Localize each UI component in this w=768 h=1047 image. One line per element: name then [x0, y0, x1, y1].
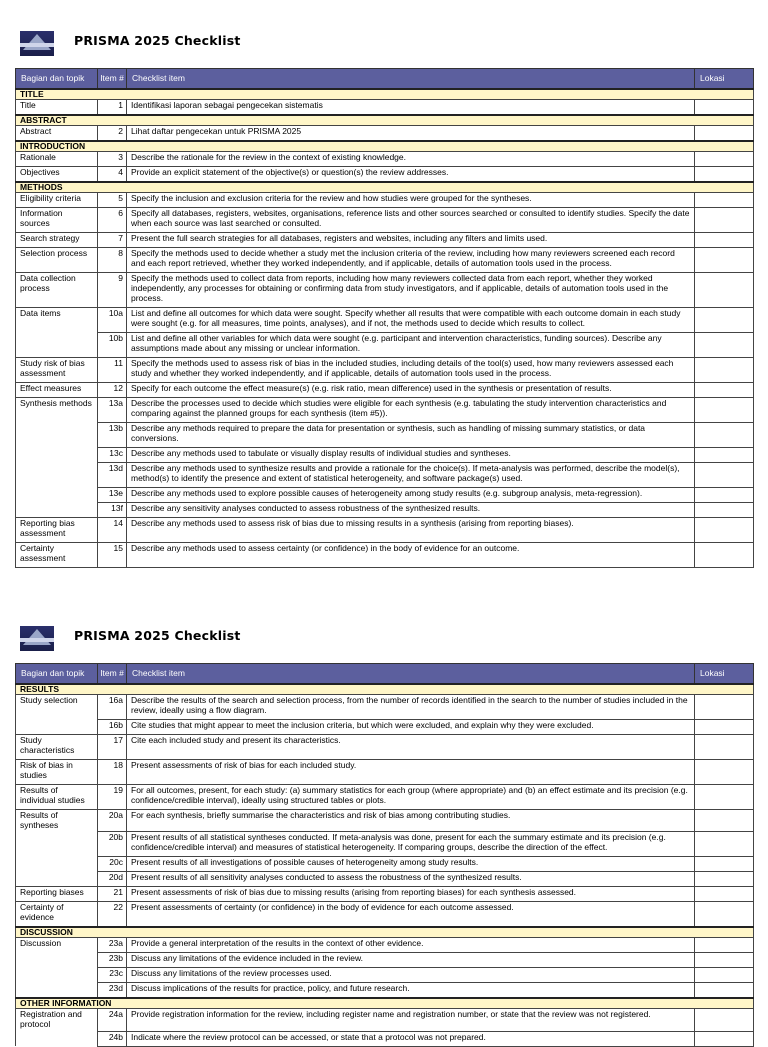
location-cell[interactable] — [695, 543, 754, 568]
table-row — [16, 857, 754, 872]
topic-cell — [16, 872, 98, 887]
checklist-item-cell: Indicate where the review protocol can be accessed, or state that a protocol was not prepared. — [127, 1031, 695, 1046]
table-row — [16, 273, 754, 308]
topic-cell — [16, 983, 98, 999]
table-row — [16, 448, 754, 463]
location-cell[interactable] — [695, 953, 754, 968]
item-number-cell: 13f — [98, 503, 127, 518]
page-title: PRISMA 2025 Checklist — [74, 33, 241, 48]
table-row — [16, 1031, 754, 1046]
item-number-cell: 20a — [98, 810, 127, 832]
checklist-item-cell: Specify for each outcome the effect measure(s) (e.g. risk ratio, mean difference) used in the synthesis or presentation of results. — [127, 383, 695, 398]
item-number-cell: 11 — [98, 358, 127, 383]
item-number-cell: 14 — [98, 518, 127, 543]
checklist-table — [15, 663, 754, 1047]
checklist-table — [15, 68, 754, 568]
item-number-cell: 15 — [98, 543, 127, 568]
topic-cell: Title — [16, 100, 98, 116]
table-row — [16, 358, 754, 383]
table-row — [16, 720, 754, 735]
section-label: DISCUSSION — [16, 927, 754, 938]
location-cell[interactable] — [695, 167, 754, 183]
location-cell[interactable] — [695, 968, 754, 983]
checklist-item-cell: Discuss implications of the results for practice, policy, and future research. — [127, 983, 695, 999]
column-header-section: Bagian dan topik — [16, 664, 98, 685]
table-row — [16, 735, 754, 760]
item-number-cell: 22 — [98, 902, 127, 928]
topic-cell — [16, 857, 98, 872]
topic-cell: Effect measures — [16, 383, 98, 398]
location-cell[interactable] — [695, 785, 754, 810]
location-cell[interactable] — [695, 398, 754, 423]
section-label: RESULTS — [16, 684, 754, 695]
item-number-cell: 8 — [98, 248, 127, 273]
location-cell[interactable] — [695, 126, 754, 142]
location-cell[interactable] — [695, 383, 754, 398]
checklist-item-cell: Provide registration information for the review, including register name and registration number, or state that the review was not registered. — [127, 1009, 695, 1031]
topic-cell: Reporting bias assessment — [16, 518, 98, 543]
topic-cell: Study risk of bias assessment — [16, 358, 98, 383]
topic-cell — [16, 463, 98, 488]
prisma-logo-icon — [20, 626, 54, 651]
prisma-logo-icon — [20, 31, 54, 56]
item-number-cell: 24a — [98, 1009, 127, 1031]
checklist-item-cell: Discuss any limitations of the evidence included in the review. — [127, 953, 695, 968]
item-number-cell: 5 — [98, 193, 127, 208]
section-header-row — [16, 182, 754, 193]
section-label: ABSTRACT — [16, 115, 754, 126]
location-cell[interactable] — [695, 423, 754, 448]
column-header-item: Item # — [98, 664, 127, 685]
table-row — [16, 152, 754, 167]
location-cell[interactable] — [695, 887, 754, 902]
location-cell[interactable] — [695, 248, 754, 273]
location-cell[interactable] — [695, 810, 754, 832]
checklist-item-cell: Present assessments of risk of bias due to missing results (arising from reporting biases) for each synthesis assessed. — [127, 887, 695, 902]
table-row — [16, 543, 754, 568]
item-number-cell: 23b — [98, 953, 127, 968]
item-number-cell: 21 — [98, 887, 127, 902]
page-header — [0, 0, 768, 68]
topic-cell — [16, 488, 98, 503]
checklist-item-cell: Provide an explicit statement of the objective(s) or question(s) the review addresses. — [127, 167, 695, 183]
table-row — [16, 383, 754, 398]
topic-cell: Information sources — [16, 208, 98, 233]
checklist-item-cell: Specify the methods used to assess risk of bias in the included studies, including details of the tool(s) used, how many reviewers assessed each study and whether they worked independently, and if applicable, details of automation tools used in the process. — [127, 358, 695, 383]
column-header-item: Item # — [98, 69, 127, 90]
checklist-body — [16, 89, 754, 568]
table-row — [16, 126, 754, 142]
checklist-item-cell: Present results of all sensitivity analyses conducted to assess the robustness of the synthesized results. — [127, 872, 695, 887]
table-row — [16, 167, 754, 183]
section-header-row — [16, 998, 754, 1009]
location-cell[interactable] — [695, 208, 754, 233]
location-cell[interactable] — [695, 518, 754, 543]
location-cell[interactable] — [695, 152, 754, 167]
table-row — [16, 518, 754, 543]
table-row — [16, 887, 754, 902]
item-number-cell: 20b — [98, 832, 127, 857]
item-number-cell: 20d — [98, 872, 127, 887]
column-header-checklist: Checklist item — [127, 69, 695, 90]
location-cell[interactable] — [695, 100, 754, 116]
table-row — [16, 503, 754, 518]
column-header-location: Lokasi — [695, 69, 754, 90]
section-header-row — [16, 115, 754, 126]
topic-cell: Reporting biases — [16, 887, 98, 902]
section-header-row — [16, 89, 754, 100]
checklist-item-cell: Specify all databases, registers, websites, organisations, reference lists and other sources searched or consulted to identify studies. Specify the date when each source was last searched or consulted. — [127, 208, 695, 233]
checklist-item-cell: Present results of all investigations of possible causes of heterogeneity among study results. — [127, 857, 695, 872]
table-row — [16, 248, 754, 273]
table-row — [16, 398, 754, 423]
item-number-cell: 4 — [98, 167, 127, 183]
location-cell[interactable] — [695, 902, 754, 928]
column-header-checklist: Checklist item — [127, 664, 695, 685]
location-cell[interactable] — [695, 857, 754, 872]
topic-cell: Data collection process — [16, 273, 98, 308]
section-label: OTHER INFORMATION — [16, 998, 754, 1009]
topic-cell: Synthesis methods — [16, 398, 98, 423]
location-cell[interactable] — [695, 983, 754, 999]
table-row — [16, 100, 754, 116]
topic-cell: Discussion — [16, 938, 98, 953]
topic-cell: Data items — [16, 308, 98, 333]
checklist-item-cell: Provide a general interpretation of the results in the context of other evidence. — [127, 938, 695, 953]
topic-cell — [16, 832, 98, 857]
checklist-item-cell: Cite studies that might appear to meet the inclusion criteria, but which were excluded, and explain why they were excluded. — [127, 720, 695, 735]
location-cell[interactable] — [695, 333, 754, 358]
checklist-item-cell: Specify the inclusion and exclusion criteria for the review and how studies were grouped for the syntheses. — [127, 193, 695, 208]
topic-cell — [16, 720, 98, 735]
checklist-body — [16, 684, 754, 1046]
topic-cell: Study characteristics — [16, 735, 98, 760]
table-row — [16, 488, 754, 503]
topic-cell: Certainty of evidence — [16, 902, 98, 928]
topic-cell: Selection process — [16, 248, 98, 273]
item-number-cell: 23c — [98, 968, 127, 983]
table-row — [16, 193, 754, 208]
topic-cell: Search strategy — [16, 233, 98, 248]
item-number-cell: 3 — [98, 152, 127, 167]
checklist-item-cell: Discuss any limitations of the review processes used. — [127, 968, 695, 983]
checklist-item-cell: Describe the rationale for the review in the context of existing knowledge. — [127, 152, 695, 167]
location-cell[interactable] — [695, 938, 754, 953]
table-row — [16, 208, 754, 233]
topic-cell: Eligibility criteria — [16, 193, 98, 208]
page-header — [0, 595, 768, 663]
table-row — [16, 953, 754, 968]
section-label: METHODS — [16, 182, 754, 193]
table-row — [16, 463, 754, 488]
checklist-item-cell: Present the full search strategies for all databases, registers and websites, including any filters and limits used. — [127, 233, 695, 248]
location-cell[interactable] — [695, 273, 754, 308]
checklist-item-cell: Describe any methods used to assess risk of bias due to missing results in a synthesis (arising from reporting biases). — [127, 518, 695, 543]
section-header-row — [16, 684, 754, 695]
location-cell[interactable] — [695, 358, 754, 383]
checklist-item-cell: Describe any methods required to prepare the data for presentation or synthesis, such as handling of missing summary statistics, or data conversions. — [127, 423, 695, 448]
topic-cell — [16, 1031, 98, 1046]
topic-cell: Risk of bias in studies — [16, 760, 98, 785]
topic-cell — [16, 448, 98, 463]
topic-cell: Study selection — [16, 695, 98, 720]
checklist-item-cell: Lihat daftar pengecekan untuk PRISMA 2025 — [127, 126, 695, 142]
location-cell[interactable] — [695, 760, 754, 785]
checklist-item-cell: List and define all other variables for which data were sought (e.g. participant and intervention characteristics, funding sources). Describe any assumptions made about any missing or unclear information. — [127, 333, 695, 358]
item-number-cell: 2 — [98, 126, 127, 142]
topic-cell — [16, 503, 98, 518]
location-cell[interactable] — [695, 832, 754, 857]
location-cell[interactable] — [695, 872, 754, 887]
checklist-item-cell: Describe any methods used to tabulate or visually display results of individual studies and syntheses. — [127, 448, 695, 463]
checklist-item-cell: Describe the processes used to decide which studies were eligible for each synthesis (e.g. tabulating the study intervention characteristics and comparing against the planned groups for each synthesis (item #5)). — [127, 398, 695, 423]
table-row — [16, 983, 754, 999]
checklist-item-cell: For each synthesis, briefly summarise the characteristics and risk of bias among contributing studies. — [127, 810, 695, 832]
checklist-item-cell: Cite each included study and present its characteristics. — [127, 735, 695, 760]
topic-cell — [16, 968, 98, 983]
item-number-cell: 18 — [98, 760, 127, 785]
location-cell[interactable] — [695, 308, 754, 333]
item-number-cell: 13b — [98, 423, 127, 448]
topic-cell — [16, 953, 98, 968]
table-row — [16, 968, 754, 983]
checklist-item-cell: Identifikasi laporan sebagai pengecekan sistematis — [127, 100, 695, 116]
table-row — [16, 308, 754, 333]
item-number-cell: 13d — [98, 463, 127, 488]
item-number-cell: 13c — [98, 448, 127, 463]
table-row — [16, 810, 754, 832]
item-number-cell: 24b — [98, 1031, 127, 1046]
location-cell[interactable] — [695, 233, 754, 248]
item-number-cell: 1 — [98, 100, 127, 116]
column-header-section: Bagian dan topik — [16, 69, 98, 90]
location-cell[interactable] — [695, 1031, 754, 1046]
table-row — [16, 1009, 754, 1031]
checklist-item-cell: List and define all outcomes for which data were sought. Specify whether all results that were compatible with each outcome domain in each study were sought (e.g. for all measures, time points, analyses), and if not, the methods used to decide which results to collect. — [127, 308, 695, 333]
table-row — [16, 333, 754, 358]
topic-cell: Rationale — [16, 152, 98, 167]
location-cell[interactable] — [695, 1009, 754, 1031]
checklist-item-cell: Describe any sensitivity analyses conducted to assess robustness of the synthesized results. — [127, 503, 695, 518]
item-number-cell: 12 — [98, 383, 127, 398]
table-row — [16, 760, 754, 785]
topic-cell: Results of syntheses — [16, 810, 98, 832]
table-row — [16, 785, 754, 810]
location-cell[interactable] — [695, 193, 754, 208]
checklist-item-cell: Present assessments of certainty (or confidence) in the body of evidence for each outcome assessed. — [127, 902, 695, 928]
item-number-cell: 23d — [98, 983, 127, 999]
table-row — [16, 832, 754, 857]
item-number-cell: 10a — [98, 308, 127, 333]
item-number-cell: 10b — [98, 333, 127, 358]
item-number-cell: 9 — [98, 273, 127, 308]
item-number-cell: 13e — [98, 488, 127, 503]
table-row — [16, 423, 754, 448]
topic-cell: Abstract — [16, 126, 98, 142]
section-header-row — [16, 927, 754, 938]
topic-cell: Results of individual studies — [16, 785, 98, 810]
item-number-cell: 23a — [98, 938, 127, 953]
item-number-cell: 13a — [98, 398, 127, 423]
item-number-cell: 20c — [98, 857, 127, 872]
checklist-item-cell: Present results of all statistical syntheses conducted. If meta-analysis was done, present for each the summary estimate and its precision (e.g. confidence/credible interval) and measures of statistical heterogeneity. If comparing groups, describe the direction of the effect. — [127, 832, 695, 857]
item-number-cell: 17 — [98, 735, 127, 760]
checklist-item-cell: Describe any methods used to synthesize results and provide a rationale for the choice(s). If meta-analysis was performed, describe the model(s), method(s) to identify the presence and extent of statistical heterogeneity, and software package(s) used. — [127, 463, 695, 488]
checklist-item-cell: Present assessments of risk of bias for each included study. — [127, 760, 695, 785]
column-header-location: Lokasi — [695, 664, 754, 685]
location-cell[interactable] — [695, 448, 754, 463]
topic-cell: Registration and protocol — [16, 1009, 98, 1031]
topic-cell — [16, 423, 98, 448]
page-title: PRISMA 2025 Checklist — [74, 628, 241, 643]
checklist-item-cell: For all outcomes, present, for each study: (a) summary statistics for each group (where appropriate) and (b) an effect estimate and its precision (e.g. confidence/credible interval), ideally using structured tables or plots. — [127, 785, 695, 810]
location-cell[interactable] — [695, 695, 754, 720]
checklist-item-cell: Describe the results of the search and selection process, from the number of records identified in the search to the number of studies included in the review, ideally using a flow diagram. — [127, 695, 695, 720]
topic-cell: Certainty assessment — [16, 543, 98, 568]
location-cell[interactable] — [695, 720, 754, 735]
item-number-cell: 6 — [98, 208, 127, 233]
topic-cell: Objectives — [16, 167, 98, 183]
table-row — [16, 695, 754, 720]
section-header-row — [16, 141, 754, 152]
table-row — [16, 233, 754, 248]
location-cell[interactable] — [695, 503, 754, 518]
item-number-cell: 7 — [98, 233, 127, 248]
item-number-cell: 16a — [98, 695, 127, 720]
checklist-item-cell: Describe any methods used to assess certainty (or confidence) in the body of evidence for an outcome. — [127, 543, 695, 568]
checklist-item-cell: Specify the methods used to collect data from reports, including how many reviewers collected data from each report, whether they worked independently, any processes for obtaining or confirming data from study investigators, and if applicable, details of automation tools used in the process. — [127, 273, 695, 308]
topic-cell — [16, 333, 98, 358]
location-cell[interactable] — [695, 463, 754, 488]
item-number-cell: 19 — [98, 785, 127, 810]
location-cell[interactable] — [695, 735, 754, 760]
checklist-item-cell: Describe any methods used to explore possible causes of heterogeneity among study results (e.g. subgroup analysis, meta-regression). — [127, 488, 695, 503]
checklist-page-2 — [0, 595, 768, 1047]
section-label: TITLE — [16, 89, 754, 100]
checklist-item-cell: Specify the methods used to decide whether a study met the inclusion criteria of the review, including how many reviewers screened each record and each report retrieved, whether they worked independently, and if applicable, details of automation tools used in the process. — [127, 248, 695, 273]
table-row — [16, 938, 754, 953]
location-cell[interactable] — [695, 488, 754, 503]
section-label: INTRODUCTION — [16, 141, 754, 152]
table-row — [16, 902, 754, 928]
table-row — [16, 872, 754, 887]
item-number-cell: 16b — [98, 720, 127, 735]
